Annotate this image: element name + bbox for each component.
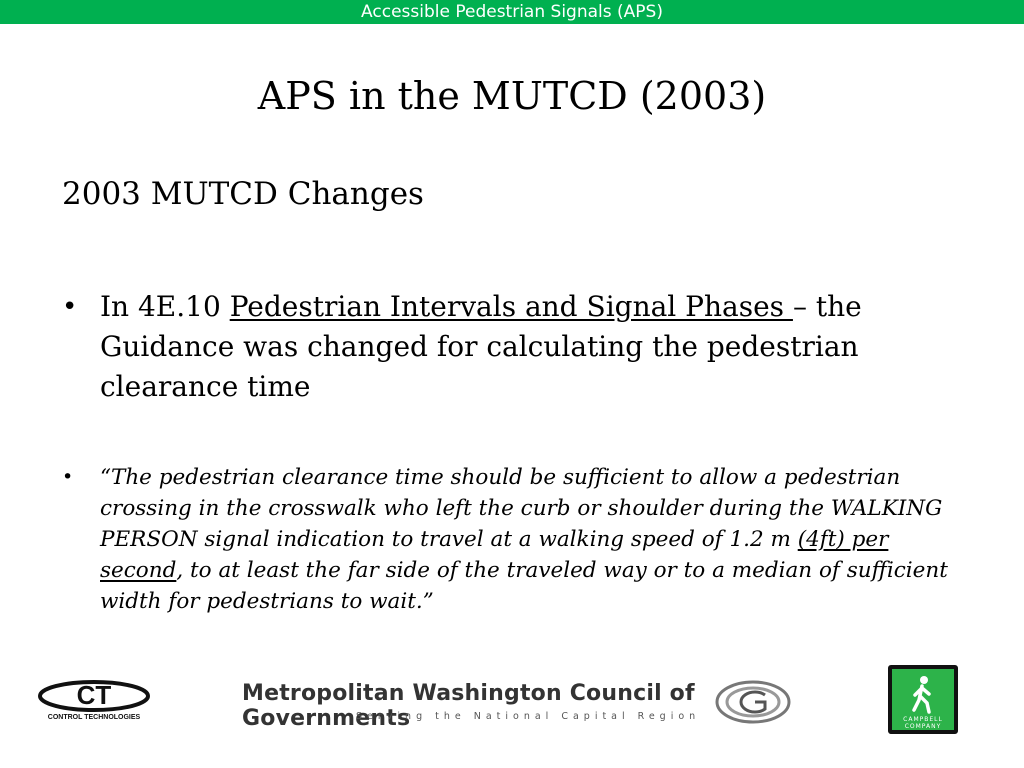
ct-letters: CT bbox=[76, 680, 112, 710]
bullet-suffix: – the Guidance was changed for calculating the pedestrian clearance time bbox=[100, 290, 862, 403]
quote-text bbox=[100, 462, 962, 617]
quote-part-1: “The pedestrian clearance time should be sufficient to allow a pedestrian crossing in the crosswalk who left the curb or shoulder during the WALKING PERSON signal indication to travel at a walking speed of 1.2 m bbox=[100, 465, 943, 552]
cog-tagline: Serving the National Capital Region bbox=[356, 711, 701, 722]
section-link: Pedestrian Intervals and Signal Phases bbox=[229, 290, 793, 323]
bullet-prefix: In 4E.10 bbox=[100, 290, 230, 323]
campbell-line2: COMPANY bbox=[904, 723, 942, 730]
slide-title: APS in the MUTCD (2003) bbox=[257, 74, 767, 118]
bullet-text bbox=[100, 287, 962, 407]
banner-title: Accessible Pedestrian Signals (APS) bbox=[361, 2, 663, 22]
control-technologies-logo bbox=[36, 680, 156, 722]
quote-bullet bbox=[62, 462, 962, 617]
cog-name: Metropolitan Washington Council of Governments bbox=[242, 681, 695, 731]
campbell-line1: CAMPBELL bbox=[903, 716, 943, 723]
ct-caption: CONTROL TECHNOLOGIES bbox=[47, 714, 141, 721]
bullet-marker: • bbox=[62, 292, 78, 322]
slide-subtitle: 2003 MUTCD Changes bbox=[62, 176, 424, 212]
quote-underlined: (4ft) per second bbox=[100, 527, 889, 583]
bullet-item bbox=[62, 287, 962, 407]
bullet-marker: • bbox=[62, 466, 74, 488]
cog-logo bbox=[238, 675, 803, 731]
cog-emblem-icon bbox=[713, 679, 793, 730]
campbell-company-logo bbox=[887, 664, 959, 735]
quote-part-2: , to at least the far side of the traveled way or to a median of sufficient width for pedestrians to wait.” bbox=[100, 558, 948, 614]
top-banner bbox=[0, 0, 1024, 24]
